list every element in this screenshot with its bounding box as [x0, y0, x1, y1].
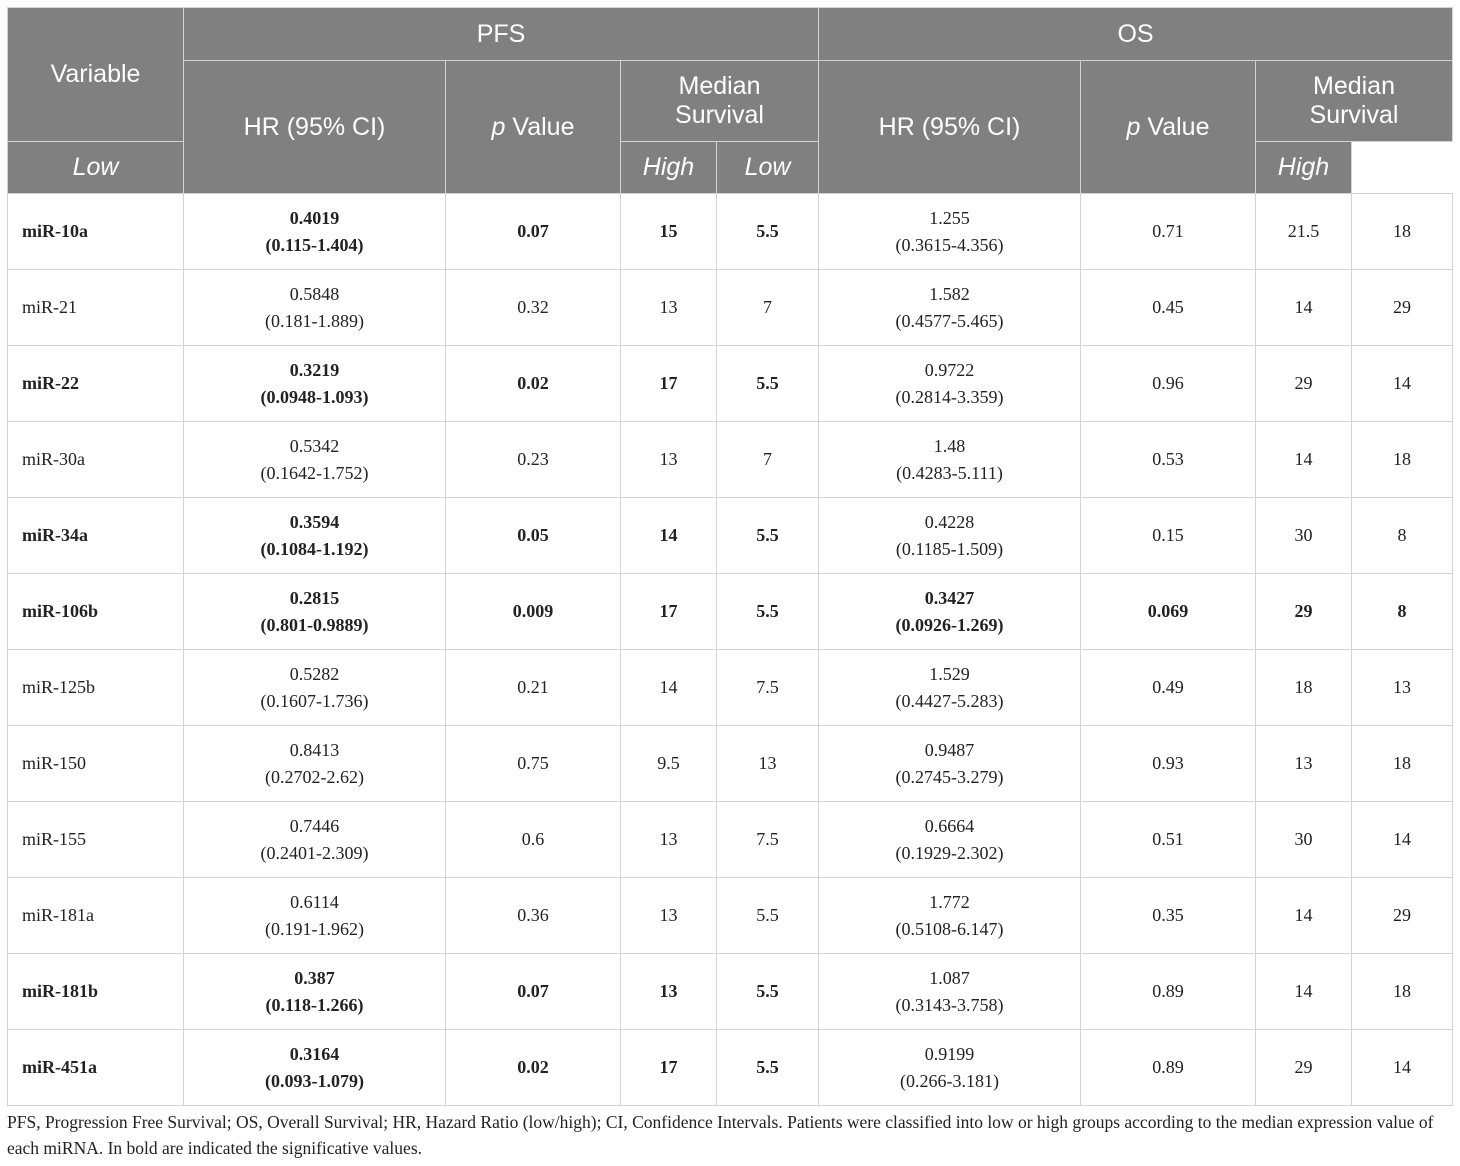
hr-value: 0.9199 [924, 1043, 975, 1064]
cell-os-hr [819, 650, 1081, 726]
ci-range: (0.266-3.181) [900, 1070, 999, 1091]
table-row [8, 270, 1453, 346]
ci-range: (0.4577-5.465) [895, 310, 1004, 331]
header-os-pvalue [1081, 61, 1256, 194]
ci-range: (0.2814-3.359) [895, 386, 1004, 407]
hr-value: 1.087 [929, 967, 970, 988]
cell-os-pvalue: 0.93 [1081, 726, 1256, 802]
table-row [8, 954, 1453, 1030]
cell-pfs-pvalue: 0.07 [446, 954, 621, 1030]
cell-os-low: 13 [1256, 726, 1352, 802]
cell-pfs-low: 13 [621, 422, 717, 498]
cell-os-pvalue: 0.96 [1081, 346, 1256, 422]
cell-os-high: 14 [1352, 1030, 1453, 1106]
cell-os-high: 18 [1352, 726, 1453, 802]
cell-pfs-high: 5.5 [717, 498, 819, 574]
hr-value: 0.5342 [289, 435, 340, 456]
table-row [8, 574, 1453, 650]
header-os-high: High [1256, 142, 1352, 194]
table-row [8, 1030, 1453, 1106]
cell-os-hr [819, 498, 1081, 574]
header-pfs-low: Low [8, 142, 184, 194]
header-pfs-hr: HR (95% CI) [184, 61, 446, 194]
cell-os-high: 13 [1352, 650, 1453, 726]
table-row [8, 422, 1453, 498]
ci-range: (0.191-1.962) [265, 918, 364, 939]
cell-pfs-pvalue: 0.32 [446, 270, 621, 346]
cell-os-high: 14 [1352, 802, 1453, 878]
hr-value: 1.772 [929, 891, 970, 912]
ci-range: (0.3615-4.356) [895, 234, 1004, 255]
cell-os-hr [819, 194, 1081, 270]
cell-pfs-high: 5.5 [717, 1030, 819, 1106]
cell-os-hr [819, 802, 1081, 878]
ci-range: (0.1607-1.736) [260, 690, 369, 711]
cell-pfs-hr [184, 802, 446, 878]
cell-os-high: 8 [1352, 498, 1453, 574]
cell-pfs-high: 7 [717, 270, 819, 346]
hr-value: 1.582 [929, 283, 970, 304]
cell-os-high: 14 [1352, 346, 1453, 422]
table-row [8, 498, 1453, 574]
hr-value: 1.48 [933, 435, 966, 456]
header-os-hr: HR (95% CI) [819, 61, 1081, 194]
cell-os-hr [819, 878, 1081, 954]
cell-pfs-hr [184, 270, 446, 346]
cell-pfs-high: 5.5 [717, 346, 819, 422]
cell-os-hr [819, 422, 1081, 498]
ci-range: (0.2745-3.279) [895, 766, 1004, 787]
hr-value: 0.3594 [289, 511, 340, 532]
cell-os-pvalue: 0.53 [1081, 422, 1256, 498]
cell-pfs-high: 13 [717, 726, 819, 802]
hr-value: 0.3164 [289, 1043, 340, 1064]
hr-value: 1.255 [929, 207, 970, 228]
cell-os-hr [819, 726, 1081, 802]
ci-range: (0.115-1.404) [265, 234, 364, 255]
table-header [8, 8, 1453, 194]
cell-variable: miR-106b [8, 574, 184, 650]
cell-pfs-hr [184, 574, 446, 650]
hr-value: 0.8413 [289, 739, 340, 760]
cell-pfs-hr [184, 498, 446, 574]
cell-pfs-hr [184, 954, 446, 1030]
ci-range: (0.4283-5.111) [896, 462, 1003, 483]
ci-range: (0.0948-1.093) [260, 386, 369, 407]
table-body [8, 194, 1453, 1106]
value-label: Value [1140, 112, 1210, 141]
p-symbol: p [491, 112, 506, 141]
header-pfs-pvalue [446, 61, 621, 194]
ci-range: (0.801-0.9889) [260, 614, 369, 635]
cell-pfs-low: 17 [621, 1030, 717, 1106]
hr-value: 0.3219 [289, 359, 340, 380]
cell-os-low: 14 [1256, 422, 1352, 498]
cell-pfs-low: 13 [621, 270, 717, 346]
cell-variable: miR-150 [8, 726, 184, 802]
cell-variable: miR-34a [8, 498, 184, 574]
median-label: Median [1313, 72, 1395, 100]
hr-value: 1.529 [929, 663, 970, 684]
hr-value: 0.4019 [289, 207, 340, 228]
cell-pfs-pvalue: 0.36 [446, 878, 621, 954]
cell-pfs-hr [184, 878, 446, 954]
cell-pfs-pvalue: 0.05 [446, 498, 621, 574]
cell-pfs-pvalue: 0.02 [446, 346, 621, 422]
cell-pfs-pvalue: 0.6 [446, 802, 621, 878]
header-os-median [1256, 61, 1453, 142]
cell-os-pvalue: 0.15 [1081, 498, 1256, 574]
cell-pfs-hr [184, 194, 446, 270]
header-os: OS [819, 8, 1453, 61]
cell-os-high: 18 [1352, 954, 1453, 1030]
hr-value: 0.6114 [290, 891, 339, 912]
cell-os-low: 29 [1256, 1030, 1352, 1106]
cell-pfs-high: 5.5 [717, 878, 819, 954]
hr-value: 0.3427 [924, 587, 975, 608]
hr-value: 0.2815 [289, 587, 340, 608]
ci-range: (0.5108-6.147) [895, 918, 1004, 939]
hr-value: 0.5282 [289, 663, 340, 684]
table-row [8, 802, 1453, 878]
cell-pfs-high: 5.5 [717, 194, 819, 270]
ci-range: (0.181-1.889) [265, 310, 364, 331]
cell-pfs-high: 7.5 [717, 802, 819, 878]
cell-os-hr [819, 954, 1081, 1030]
header-os-low: Low [717, 142, 819, 194]
cell-variable: miR-181b [8, 954, 184, 1030]
cell-variable: miR-451a [8, 1030, 184, 1106]
cell-pfs-high: 7 [717, 422, 819, 498]
ci-range: (0.1084-1.192) [260, 538, 369, 559]
cell-variable: miR-181a [8, 878, 184, 954]
cell-os-low: 18 [1256, 650, 1352, 726]
cell-variable: miR-155 [8, 802, 184, 878]
cell-os-pvalue: 0.89 [1081, 1030, 1256, 1106]
ci-range: (0.4427-5.283) [895, 690, 1004, 711]
header-pfs-median [621, 61, 819, 142]
ci-range: (0.3143-3.758) [895, 994, 1004, 1015]
hr-value: 0.387 [294, 967, 335, 988]
cell-os-hr [819, 574, 1081, 650]
cell-os-pvalue: 0.49 [1081, 650, 1256, 726]
cell-os-hr [819, 270, 1081, 346]
table-row [8, 726, 1453, 802]
results-table-container [7, 7, 1452, 1106]
hr-value: 0.9487 [924, 739, 975, 760]
cell-os-pvalue: 0.89 [1081, 954, 1256, 1030]
median-label: Median [678, 72, 761, 100]
cell-pfs-low: 9.5 [621, 726, 717, 802]
cell-pfs-pvalue: 0.009 [446, 574, 621, 650]
cell-os-low: 29 [1256, 346, 1352, 422]
hr-value: 0.7446 [289, 815, 340, 836]
cell-os-low: 30 [1256, 498, 1352, 574]
cell-os-low: 30 [1256, 802, 1352, 878]
cell-pfs-pvalue: 0.23 [446, 422, 621, 498]
cell-pfs-low: 13 [621, 802, 717, 878]
cell-variable: miR-125b [8, 650, 184, 726]
cell-os-pvalue: 0.35 [1081, 878, 1256, 954]
cell-os-low: 14 [1256, 270, 1352, 346]
header-pfs: PFS [184, 8, 819, 61]
cell-variable: miR-10a [8, 194, 184, 270]
cell-pfs-high: 5.5 [717, 574, 819, 650]
cell-pfs-high: 7.5 [717, 650, 819, 726]
table-row [8, 650, 1453, 726]
cell-pfs-hr [184, 422, 446, 498]
cell-os-pvalue: 0.069 [1081, 574, 1256, 650]
cell-pfs-low: 13 [621, 954, 717, 1030]
hr-value: 0.6664 [924, 815, 975, 836]
cell-pfs-hr [184, 650, 446, 726]
hr-value: 0.5848 [289, 283, 340, 304]
cell-pfs-low: 14 [621, 650, 717, 726]
ci-range: (0.118-1.266) [265, 994, 364, 1015]
cell-pfs-hr [184, 1030, 446, 1106]
cell-pfs-pvalue: 0.75 [446, 726, 621, 802]
header-pfs-high: High [621, 142, 717, 194]
cell-pfs-low: 14 [621, 498, 717, 574]
table-row [8, 194, 1453, 270]
cell-os-pvalue: 0.45 [1081, 270, 1256, 346]
table-row [8, 346, 1453, 422]
cell-pfs-hr [184, 346, 446, 422]
ci-range: (0.2702-2.62) [265, 766, 364, 787]
cell-os-hr [819, 346, 1081, 422]
cell-os-low: 14 [1256, 878, 1352, 954]
cell-pfs-pvalue: 0.02 [446, 1030, 621, 1106]
cell-pfs-low: 17 [621, 574, 717, 650]
cell-variable: miR-22 [8, 346, 184, 422]
cell-os-high: 29 [1352, 878, 1453, 954]
ci-range: (0.1185-1.509) [895, 538, 1004, 559]
ci-range: (0.0926-1.269) [895, 614, 1004, 635]
cell-os-low: 21.5 [1256, 194, 1352, 270]
table-row [8, 878, 1453, 954]
cell-os-pvalue: 0.71 [1081, 194, 1256, 270]
cell-os-low: 29 [1256, 574, 1352, 650]
cell-os-high: 18 [1352, 194, 1453, 270]
ci-range: (0.1642-1.752) [260, 462, 369, 483]
cell-pfs-hr [184, 726, 446, 802]
p-symbol: p [1126, 112, 1141, 141]
cell-pfs-pvalue: 0.07 [446, 194, 621, 270]
cell-os-hr [819, 1030, 1081, 1106]
hr-value: 0.4228 [924, 511, 975, 532]
cell-pfs-pvalue: 0.21 [446, 650, 621, 726]
cell-os-high: 8 [1352, 574, 1453, 650]
ci-range: (0.093-1.079) [265, 1070, 364, 1091]
cell-os-low: 14 [1256, 954, 1352, 1030]
table-footnote: PFS, Progression Free Survival; OS, Overall Survival; HR, Hazard Ratio (low/high); CI, Confidence Intervals. Patients were classified into low or high groups according to the median expression value of each miRNA. In bold are indicated the significative values. [7, 1112, 1434, 1158]
value-label: Value [505, 112, 575, 141]
survival-label: Survival [1309, 101, 1399, 129]
cell-pfs-high: 5.5 [717, 954, 819, 1030]
cell-variable: miR-30a [8, 422, 184, 498]
hr-value: 0.9722 [924, 359, 975, 380]
survival-label: Survival [675, 101, 764, 129]
cell-os-high: 18 [1352, 422, 1453, 498]
cell-pfs-low: 15 [621, 194, 717, 270]
ci-range: (0.2401-2.309) [260, 842, 369, 863]
cell-os-pvalue: 0.51 [1081, 802, 1256, 878]
survival-table [7, 7, 1453, 1106]
header-variable: Variable [8, 8, 184, 142]
ci-range: (0.1929-2.302) [895, 842, 1004, 863]
cell-os-high: 29 [1352, 270, 1453, 346]
cell-pfs-low: 13 [621, 878, 717, 954]
cell-variable: miR-21 [8, 270, 184, 346]
cell-pfs-low: 17 [621, 346, 717, 422]
